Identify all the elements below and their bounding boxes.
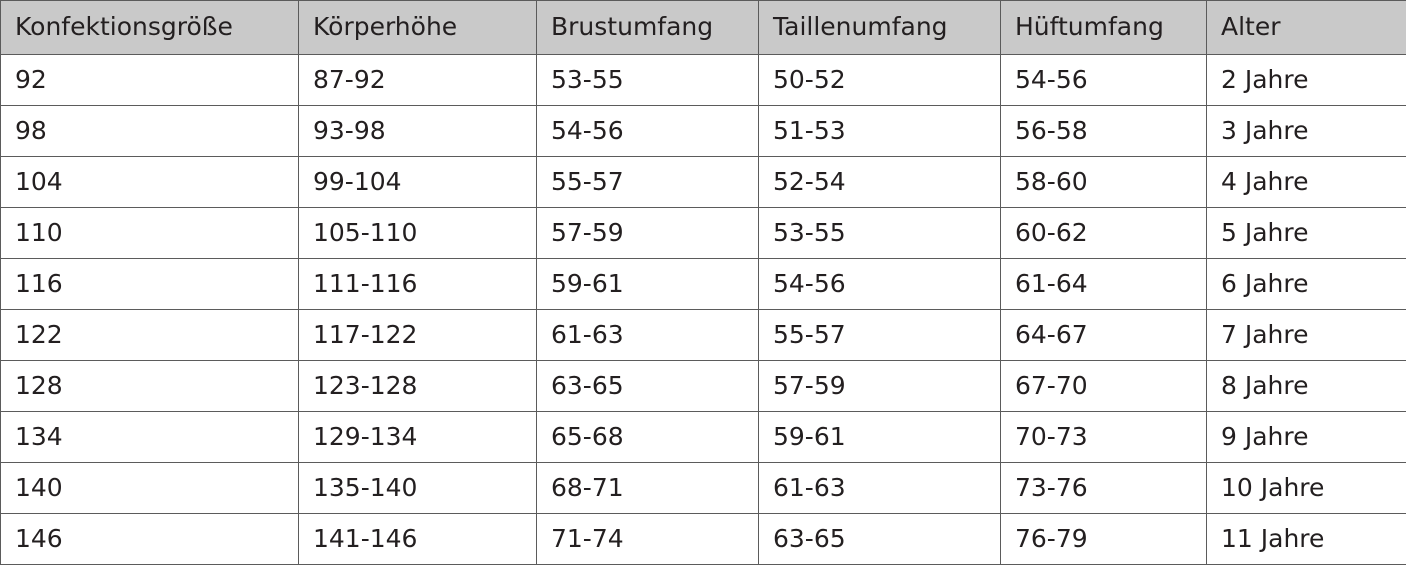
cell-alter: 8 Jahre [1207, 361, 1406, 412]
cell-hueftumfang: 56-58 [1001, 106, 1207, 157]
cell-brustumfang: 57-59 [537, 208, 759, 259]
cell-alter: 9 Jahre [1207, 412, 1406, 463]
cell-koerperhoehe: 105-110 [299, 208, 537, 259]
cell-taillenumfang: 53-55 [759, 208, 1001, 259]
cell-taillenumfang: 52-54 [759, 157, 1001, 208]
table-row [1, 208, 1406, 259]
cell-hueftumfang: 64-67 [1001, 310, 1207, 361]
cell-hueftumfang: 61-64 [1001, 259, 1207, 310]
cell-koerperhoehe: 123-128 [299, 361, 537, 412]
cell-konfektionsgroesse: 104 [1, 157, 299, 208]
cell-koerperhoehe: 135-140 [299, 463, 537, 514]
cell-taillenumfang: 55-57 [759, 310, 1001, 361]
cell-alter: 2 Jahre [1207, 55, 1406, 106]
table-row [1, 310, 1406, 361]
column-header-koerperhoehe: Körperhöhe [299, 1, 537, 55]
cell-konfektionsgroesse: 128 [1, 361, 299, 412]
table-row [1, 514, 1406, 565]
cell-konfektionsgroesse: 92 [1, 55, 299, 106]
table-header-row [1, 1, 1406, 55]
column-header-taillenumfang: Taillenumfang [759, 1, 1001, 55]
cell-hueftumfang: 54-56 [1001, 55, 1207, 106]
cell-hueftumfang: 76-79 [1001, 514, 1207, 565]
table-row [1, 412, 1406, 463]
cell-konfektionsgroesse: 134 [1, 412, 299, 463]
table-row [1, 157, 1406, 208]
cell-taillenumfang: 51-53 [759, 106, 1001, 157]
cell-alter: 10 Jahre [1207, 463, 1406, 514]
cell-taillenumfang: 61-63 [759, 463, 1001, 514]
cell-brustumfang: 65-68 [537, 412, 759, 463]
table-row [1, 259, 1406, 310]
column-header-brustumfang: Brustumfang [537, 1, 759, 55]
cell-taillenumfang: 59-61 [759, 412, 1001, 463]
cell-alter: 6 Jahre [1207, 259, 1406, 310]
cell-brustumfang: 59-61 [537, 259, 759, 310]
cell-brustumfang: 55-57 [537, 157, 759, 208]
cell-konfektionsgroesse: 140 [1, 463, 299, 514]
cell-brustumfang: 68-71 [537, 463, 759, 514]
column-header-hueftumfang: Hüftumfang [1001, 1, 1207, 55]
cell-hueftumfang: 70-73 [1001, 412, 1207, 463]
cell-brustumfang: 63-65 [537, 361, 759, 412]
table-header [1, 1, 1406, 55]
cell-hueftumfang: 60-62 [1001, 208, 1207, 259]
cell-alter: 5 Jahre [1207, 208, 1406, 259]
cell-konfektionsgroesse: 122 [1, 310, 299, 361]
cell-koerperhoehe: 99-104 [299, 157, 537, 208]
cell-taillenumfang: 54-56 [759, 259, 1001, 310]
cell-koerperhoehe: 111-116 [299, 259, 537, 310]
cell-konfektionsgroesse: 98 [1, 106, 299, 157]
cell-koerperhoehe: 141-146 [299, 514, 537, 565]
table-row [1, 55, 1406, 106]
column-header-alter: Alter [1207, 1, 1406, 55]
cell-koerperhoehe: 129-134 [299, 412, 537, 463]
column-header-konfektionsgroesse: Konfektionsgröße [1, 1, 299, 55]
cell-koerperhoehe: 117-122 [299, 310, 537, 361]
cell-alter: 3 Jahre [1207, 106, 1406, 157]
cell-hueftumfang: 73-76 [1001, 463, 1207, 514]
cell-konfektionsgroesse: 116 [1, 259, 299, 310]
cell-taillenumfang: 50-52 [759, 55, 1001, 106]
cell-brustumfang: 53-55 [537, 55, 759, 106]
table-row [1, 361, 1406, 412]
cell-brustumfang: 61-63 [537, 310, 759, 361]
cell-hueftumfang: 67-70 [1001, 361, 1207, 412]
cell-konfektionsgroesse: 110 [1, 208, 299, 259]
cell-brustumfang: 54-56 [537, 106, 759, 157]
cell-hueftumfang: 58-60 [1001, 157, 1207, 208]
table-row [1, 106, 1406, 157]
cell-taillenumfang: 57-59 [759, 361, 1001, 412]
cell-taillenumfang: 63-65 [759, 514, 1001, 565]
cell-koerperhoehe: 93-98 [299, 106, 537, 157]
cell-alter: 7 Jahre [1207, 310, 1406, 361]
cell-alter: 4 Jahre [1207, 157, 1406, 208]
table-body [1, 55, 1406, 565]
cell-konfektionsgroesse: 146 [1, 514, 299, 565]
cell-alter: 11 Jahre [1207, 514, 1406, 565]
cell-brustumfang: 71-74 [537, 514, 759, 565]
cell-koerperhoehe: 87-92 [299, 55, 537, 106]
table-row [1, 463, 1406, 514]
